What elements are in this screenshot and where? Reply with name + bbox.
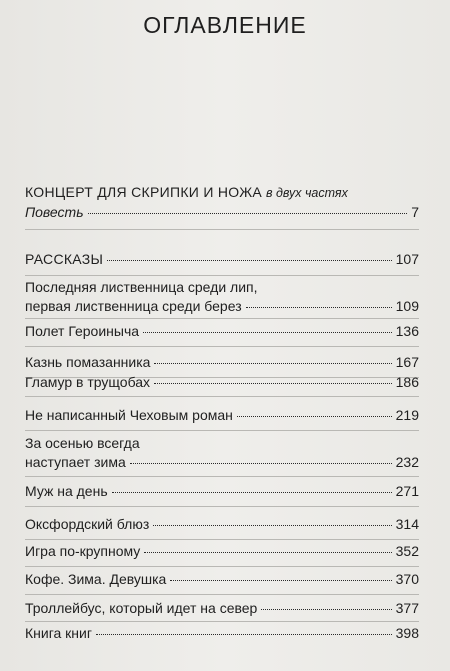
toc-entry (25, 353, 419, 372)
toc-entry (25, 278, 419, 316)
novella-title-line (25, 183, 419, 203)
dot-leader (96, 634, 392, 635)
separator (25, 346, 419, 347)
dot-leader (112, 492, 392, 493)
toc-entry (25, 322, 419, 341)
page-number: 7 (411, 204, 419, 220)
entry-title-line1: Последняя лиственница среди лип, (25, 279, 258, 295)
separator (25, 396, 419, 397)
entry-title: Кофе. Зима. Девушка (25, 571, 167, 587)
separator (25, 594, 419, 595)
entry-title: Гламур в трущобах (25, 374, 151, 390)
toc-entry (25, 624, 419, 643)
separator (25, 430, 419, 431)
toc-entry (25, 570, 419, 589)
page-number: 167 (395, 354, 419, 370)
page-number: 398 (395, 625, 419, 641)
page-number: 314 (395, 516, 419, 532)
entry-title: Оксфордский блюз (25, 516, 150, 532)
novella-subtitle: в двух частях (265, 186, 348, 200)
entry-title: Троллейбус, который идет на север (25, 600, 258, 616)
separator (25, 506, 419, 507)
entry-title-line2: первая лиственница среди берез (25, 298, 242, 314)
toc-entry (25, 515, 419, 534)
novella-title: КОНЦЕРТ ДЛЯ СКРИПКИ И НОЖА (25, 184, 263, 200)
dot-leader (144, 552, 391, 553)
page-number: 107 (395, 251, 419, 267)
separator (25, 275, 419, 276)
dot-leader (237, 416, 392, 417)
toc-entry-novella (25, 183, 419, 222)
toc-entry (25, 599, 419, 618)
toc-entry (25, 542, 419, 561)
page-title: ОГЛАВЛЕНИЕ (143, 12, 307, 38)
dot-leader (88, 213, 408, 214)
entry-title: Не написанный Чеховым роман (25, 407, 233, 423)
page-number: 109 (395, 298, 419, 314)
entry-title-line1: За осенью всегда (25, 435, 140, 451)
page-number: 219 (395, 407, 419, 423)
separator (25, 621, 419, 622)
dot-leader (154, 363, 391, 364)
dot-leader (246, 307, 392, 308)
entry-title: Муж на день (25, 483, 108, 499)
separator (25, 229, 419, 230)
toc-entry (25, 406, 419, 425)
entry-title: Игра по-крупному (25, 543, 141, 559)
page-number: 370 (395, 571, 419, 587)
toc-entry (25, 373, 419, 392)
novella-genre: Повесть (25, 204, 84, 220)
separator (25, 566, 419, 567)
toc-entry (25, 434, 419, 472)
entry-title: Книга книг (25, 625, 92, 641)
novella-genre-line (25, 203, 419, 222)
page-number: 377 (395, 600, 419, 616)
separator (25, 318, 419, 319)
dot-leader (154, 383, 392, 384)
dot-leader (107, 260, 391, 261)
dot-leader (170, 580, 391, 581)
page-number: 271 (395, 483, 419, 499)
dot-leader (130, 463, 392, 464)
entry-title-line2: наступает зима (25, 454, 126, 470)
dot-leader (143, 332, 392, 333)
separator (25, 539, 419, 540)
toc-entry (25, 482, 419, 501)
page-number: 136 (395, 323, 419, 339)
toc-section-stories (25, 250, 419, 269)
section-label: РАССКАЗЫ (25, 251, 104, 267)
dot-leader (153, 525, 391, 526)
entry-title: Казнь помазанника (25, 354, 151, 370)
page-number: 232 (395, 454, 419, 470)
separator (25, 476, 419, 477)
dot-leader (261, 609, 391, 610)
page-number: 352 (395, 543, 419, 559)
entry-title: Полет Героиныча (25, 323, 140, 339)
page-number: 186 (395, 374, 419, 390)
